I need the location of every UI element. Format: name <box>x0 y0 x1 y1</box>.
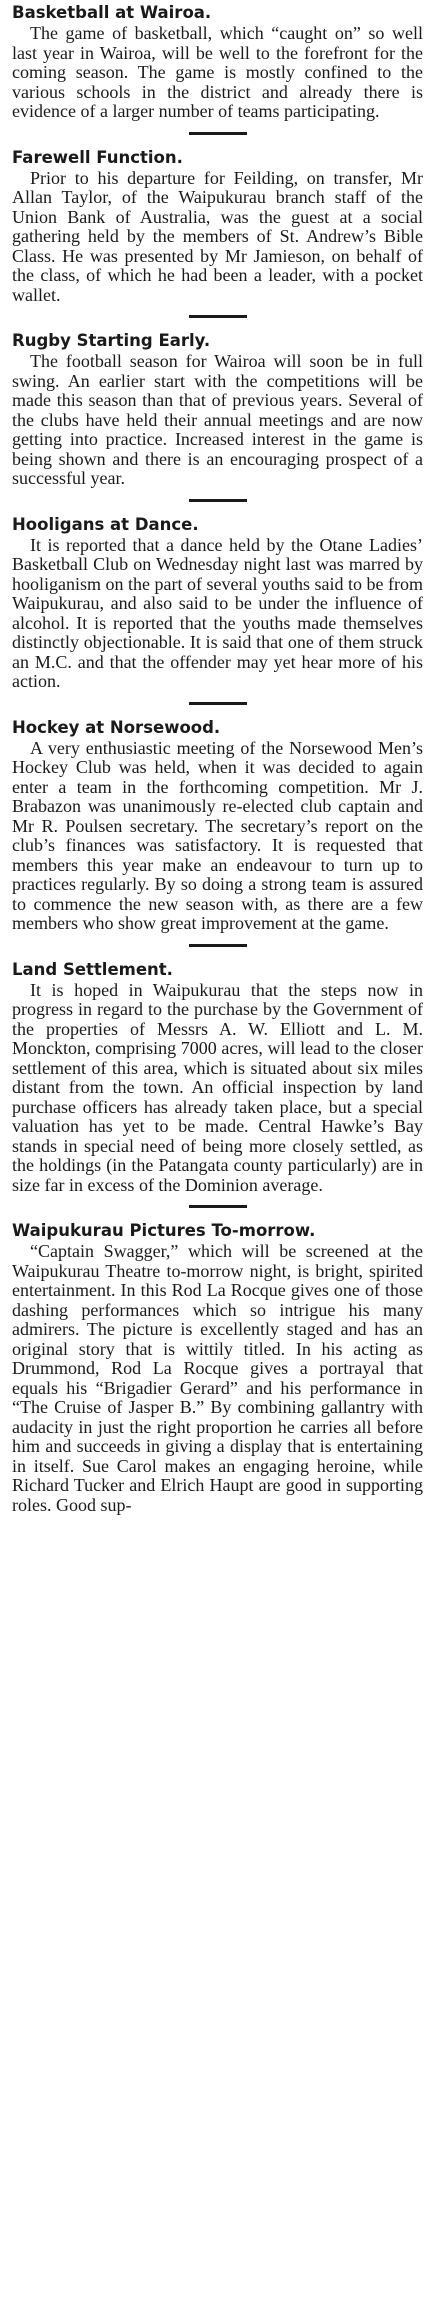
article-body <box>12 981 423 1196</box>
article-headline: Land Settlement. <box>12 959 173 979</box>
article-farewell-function <box>12 147 423 306</box>
article-body <box>12 536 423 692</box>
article-headline: Waipukurau Pictures To-morrow. <box>12 1221 316 1240</box>
article-paragraph: It is reported that a dance held by the Otane Ladies’ Basketball Club on Wednesday night last was marred by hooliganism on the part of several youths said to be from Waipukurau, and also said to be under the influence of alcohol. It is reported that the youths made themselves distinctly objectionable. It is said that one of them struck an M.C. and that the offender may yet hear more of his action. <box>12 534 423 691</box>
article-body <box>12 24 423 122</box>
article-paragraph: A very enthusiastic meeting of the Norsewood Men’s Hockey Club was held, when it was decided to again enter a team in the forthcoming competition. Mr J. Brabazon was unanimously re-elected club captain and Mr R. Poulsen secretary. The secretary’s report on the club’s finances was satisfactory. It is requested that members this year make an endeavour to turn up to practices regularly. By so doing a strong team is assured to commence the new season with, as there are a few members who show great improvement at the game. <box>12 737 423 933</box>
article-headline: Farewell Function. <box>12 147 183 167</box>
section-divider <box>189 702 247 705</box>
article-paragraph: “Captain Swagger,” which will be screened at the Waipukurau Theatre to-morrow night, is bright, spirited entertainment. In this Rod La Rocque gives one of those dashing performances which so intrigue his many admirers. The picture is excellently staged and has an original story that is wittily titled. In his acting as Drummond, Rod La Rocque gives a portrayal that equals his “Brigadier Gerard” and his performance in “The Cruise of Jasper B.” By combining gallantry with audacity in just the right proportion he carries all before him and succeeds in giving a display that is entertaining in itself. Sue Carol makes an engaging heroine, while Richard Tucker and Elrich Haupt are good in supporting roles. Good sup- <box>12 1241 423 1515</box>
article-rugby-starting-early <box>12 330 423 489</box>
article-paragraph: It is hoped in Waipukurau that the steps now in progress in regard to the purchase by the Government of the properties of Messrs A. W. Elliott and L. M. Monckton, comprising 7000 acres, will lead to the closer settlement of this area, which is situated about six miles distant from the town. An official inspection by land purchase officers has already taken place, but a special valuation has yet to be made. Central Hawke’s Bay stands in special need of being more closely settled, as the holdings (in the Patangata county particularly) are in size far in excess of the Dominion average. <box>12 979 423 1195</box>
article-body <box>12 1242 423 1515</box>
article-headline: Rugby Starting Early. <box>12 331 211 350</box>
article-waipukurau-pictures <box>12 1220 423 1515</box>
article-headline: Hooligans at Dance. <box>12 514 199 534</box>
article-hooligans-at-dance <box>12 514 423 692</box>
article-body <box>12 169 423 306</box>
article-headline: Hockey at Norsewood. <box>12 717 221 737</box>
section-divider <box>189 944 247 947</box>
article-headline: Basketball at Wairoa. <box>12 3 212 22</box>
article-land-settlement <box>12 959 423 1196</box>
article-paragraph: The game of basketball, which “caught on” so well last year in Wairoa, will be well to the forefront for the coming season. The game is mostly confined to the various schools in the district and already there is evidence of a larger number of teams participating. <box>12 23 423 121</box>
section-divider <box>189 499 247 502</box>
article-paragraph: The football season for Wairoa will soon be in full swing. An earlier start with the competitions will be made this season than that of previous years. Several of the clubs have held their annual meetings and are now getting into practice. Increased interest in the game is being shown and there is an encouraging prospect of a successful year. <box>12 351 423 488</box>
section-divider <box>189 315 247 318</box>
section-divider <box>189 1205 247 1208</box>
article-body <box>12 352 423 489</box>
article-hockey-at-norsewood <box>12 717 423 934</box>
article-body <box>12 739 423 934</box>
article-basketball-at-wairoa <box>12 2 423 122</box>
article-paragraph: Prior to his departure for Feilding, on transfer, Mr Allan Taylor, of the Waipukurau branch staff of the Union Bank of Australia, was the guest at a social gathering held by the members of St. Andrew’s Bible Class. He was presented by Mr Jamieson, on behalf of the class, of which he had been a leader, with a pocket wallet. <box>12 167 423 305</box>
section-divider <box>189 132 247 135</box>
